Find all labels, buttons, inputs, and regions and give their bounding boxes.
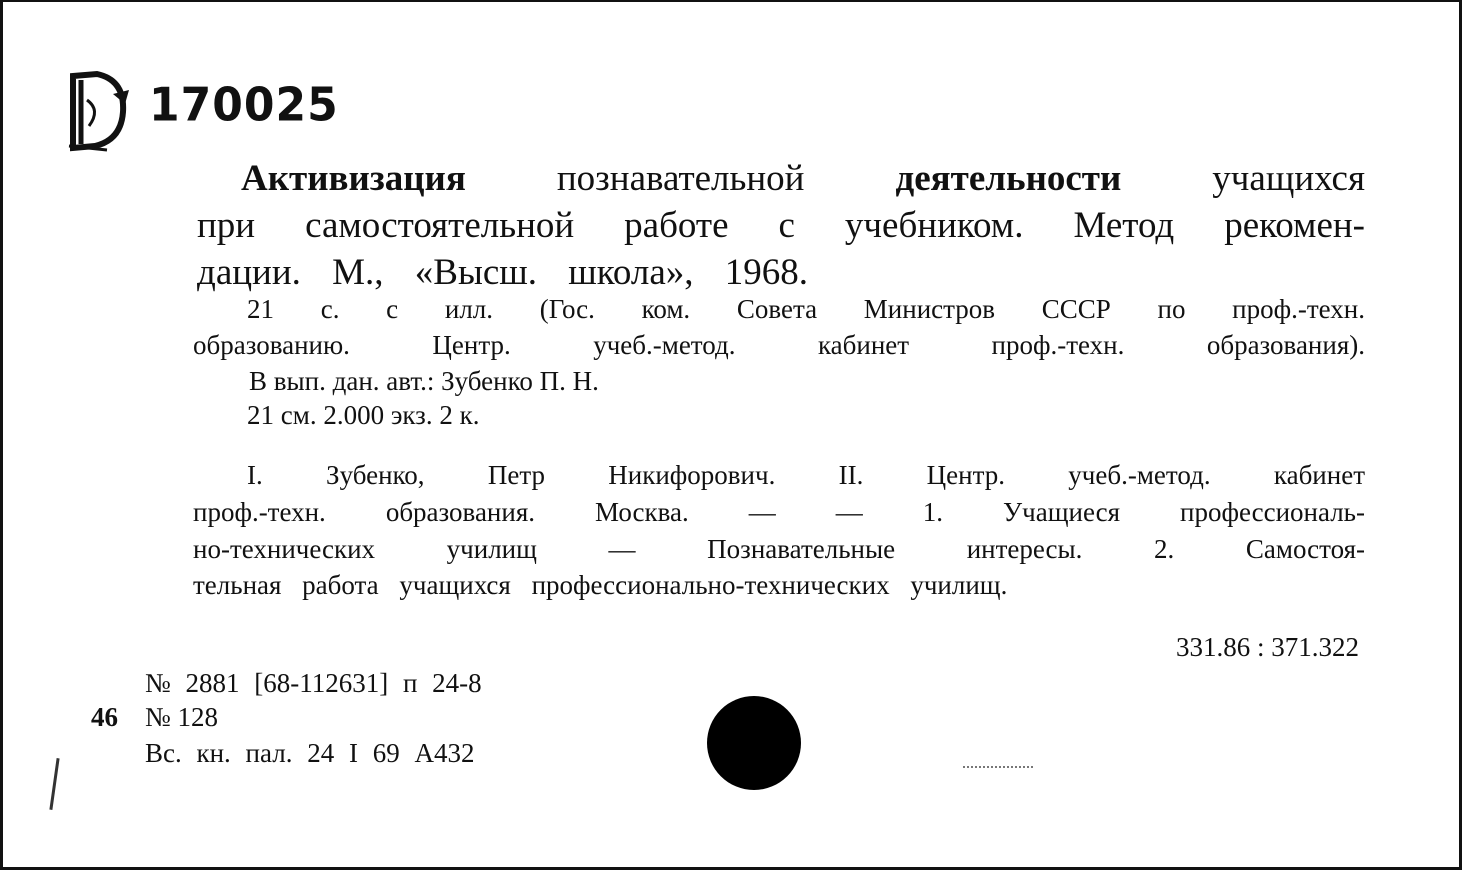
stamp-logo-icon — [67, 70, 137, 152]
title-word: учащихся — [1212, 158, 1365, 199]
title-word: деятельности — [895, 158, 1213, 199]
description-line-3: В вып. дан. авт.: Зубенко П. Н. — [249, 366, 599, 396]
pencil-mark — [49, 758, 59, 810]
title-line-2: при самостоятельной работе с учебником. Метод рекомен- — [197, 205, 1365, 246]
description-line-1: 21 с. с илл. (Гос. ком. Совета Министров СССР по проф.-техн. — [247, 294, 1365, 324]
subject-line-1: I. Зубенко, Петр Никифорович. II. Центр. учеб.-метод. кабинет — [247, 460, 1365, 490]
title-line-3: дации. М., «Высш. школа», 1968. — [197, 252, 808, 293]
specks — [963, 766, 1033, 770]
card-number: 170025 — [149, 78, 339, 133]
chamber-line: Вс. кн. пал. 24 I 69 А432 — [145, 738, 475, 768]
registration-number: № 128 — [145, 702, 219, 732]
title-word: Активизация — [241, 158, 557, 199]
registration-prefix: 46 — [91, 702, 118, 732]
subject-line-2: проф.-техн. образования. Москва. — — 1. Учащиеся профессиональ- — [193, 497, 1365, 527]
registration-line: № 2881 [68-112631] п 24-8 — [145, 668, 482, 698]
classification-code: 331.86 : 371.322 — [1175, 632, 1359, 662]
title-line-1 — [241, 158, 1365, 200]
subject-line-4: тельная работа учащихся профессионально-технических училищ. — [193, 570, 1008, 600]
description-line-2: образованию. Центр. учеб.-метод. кабинет проф.-техн. образования). — [193, 330, 1365, 360]
title-word: познавательной — [556, 158, 896, 199]
punch-hole — [707, 696, 801, 790]
description-line-4: 21 см. 2.000 экз. 2 к. — [247, 400, 480, 430]
subject-line-3: но-технических училищ — Познавательные интересы. 2. Самостоя- — [193, 534, 1365, 564]
